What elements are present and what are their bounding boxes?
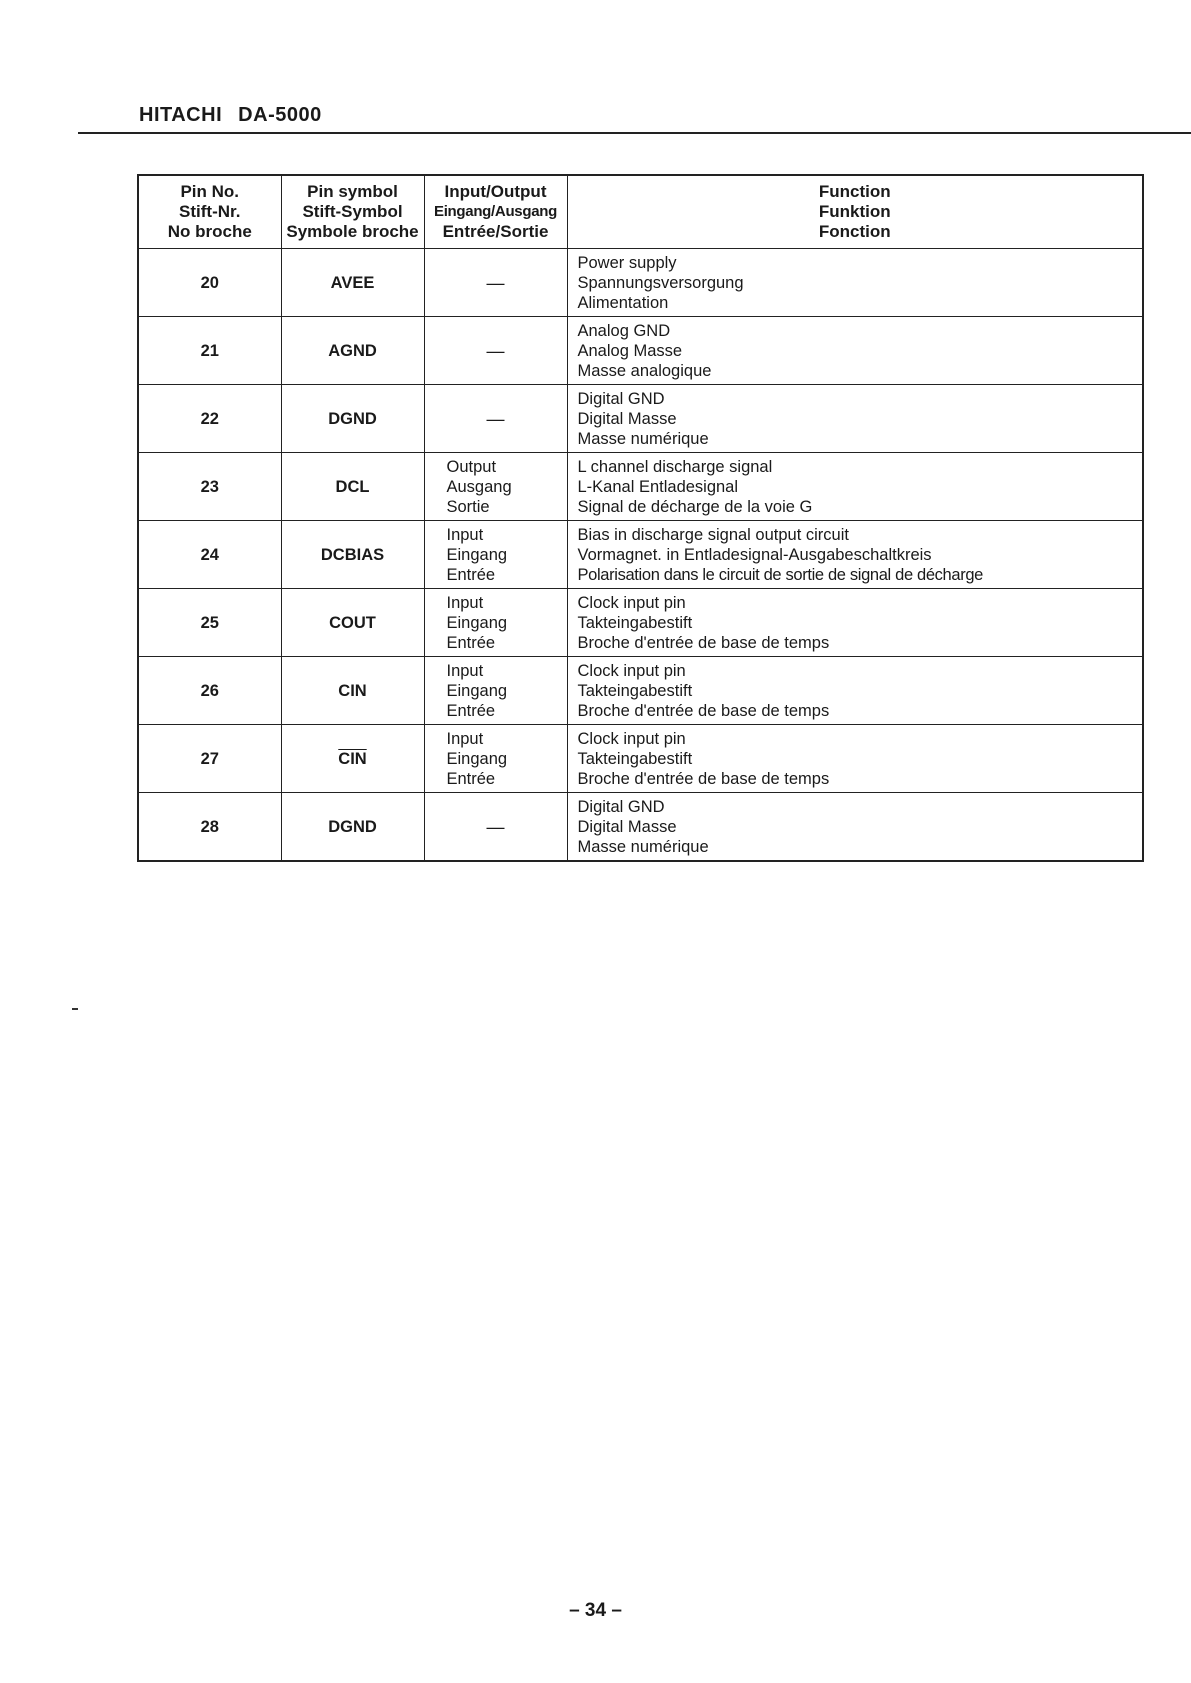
- margin-mark: [72, 1008, 78, 1010]
- table-row: [138, 317, 1143, 385]
- function-en: Clock input pin: [577, 661, 686, 680]
- function-fr: Polarisation dans le circuit de sortie de signal de décharge: [577, 565, 984, 584]
- function-de: Digital Masse: [577, 409, 677, 428]
- io-de: Ausgang: [446, 477, 512, 496]
- pin-number: 21: [138, 317, 281, 385]
- pin-function: [567, 249, 1143, 317]
- pin-function: [567, 385, 1143, 453]
- pin-io: —: [424, 249, 567, 317]
- function-en: Clock input pin: [577, 593, 686, 612]
- function-en: Digital GND: [577, 389, 665, 408]
- pin-io: [424, 589, 567, 657]
- header-pin-no: [138, 175, 281, 249]
- pin-number: 25: [138, 589, 281, 657]
- io-fr: Entrée: [446, 701, 496, 720]
- pin-number: 26: [138, 657, 281, 725]
- function-fr: Alimentation: [577, 293, 669, 312]
- pin-io: [424, 725, 567, 793]
- header-io: [424, 175, 567, 249]
- header-io-fr: Entrée/Sortie: [442, 222, 549, 241]
- function-fr: Masse analogique: [577, 361, 712, 380]
- pin-function: [567, 589, 1143, 657]
- pin-io: —: [424, 793, 567, 862]
- pin-io: [424, 657, 567, 725]
- function-de: Digital Masse: [577, 817, 677, 836]
- io-fr: Entrée: [446, 769, 496, 788]
- function-de: Spannungsversorgung: [577, 273, 744, 292]
- io-de: Eingang: [446, 613, 508, 632]
- table-row: [138, 453, 1143, 521]
- pin-symbol-cell: [281, 725, 424, 793]
- header-pin-symbol-fr: Symbole broche: [286, 222, 419, 241]
- header-function-de: Funktion: [818, 202, 891, 221]
- function-de: Analog Masse: [577, 341, 683, 360]
- pin-function: [567, 317, 1143, 385]
- header-pin-no-fr: No broche: [167, 222, 252, 241]
- function-de: Takteingabestift: [577, 681, 693, 700]
- function-en: Analog GND: [577, 321, 671, 340]
- table-row: [138, 793, 1143, 862]
- pin-function: [567, 725, 1143, 793]
- header-pin-symbol-de: Stift-Symbol: [302, 202, 403, 221]
- pin-function: [567, 793, 1143, 862]
- function-en: L channel discharge signal: [577, 457, 773, 476]
- header-function-en: Function: [818, 182, 891, 201]
- header-pin-symbol-en: Pin symbol: [307, 182, 398, 201]
- header-function-fr: Fonction: [818, 222, 891, 241]
- function-en: Bias in discharge signal output circuit: [577, 525, 849, 544]
- pin-io: [424, 453, 567, 521]
- pin-symbol: CIN: [281, 657, 424, 725]
- pin-symbol: COUT: [281, 589, 424, 657]
- header-pin-no-de: Stift-Nr.: [179, 202, 241, 221]
- function-fr: Signal de décharge de la voie G: [577, 497, 813, 516]
- table-row: [138, 589, 1143, 657]
- function-fr: Broche d'entrée de base de temps: [577, 769, 830, 788]
- pin-number: 28: [138, 793, 281, 862]
- io-de: Eingang: [446, 749, 508, 768]
- function-de: L-Kanal Entladesignal: [577, 477, 739, 496]
- function-fr: Broche d'entrée de base de temps: [577, 701, 830, 720]
- function-en: Digital GND: [577, 797, 665, 816]
- header-function: [567, 175, 1143, 249]
- table-row: [138, 521, 1143, 589]
- page-title: HITACHI DA-5000: [139, 104, 322, 126]
- pin-number: 20: [138, 249, 281, 317]
- function-fr: Masse numérique: [577, 429, 709, 448]
- pin-number: 22: [138, 385, 281, 453]
- pin-number: 24: [138, 521, 281, 589]
- io-de: Eingang: [446, 545, 508, 564]
- header-pin-symbol: [281, 175, 424, 249]
- pin-table: [137, 174, 1144, 862]
- pin-io: —: [424, 317, 567, 385]
- io-en: Input: [446, 525, 484, 544]
- pin-number: 23: [138, 453, 281, 521]
- page-number: – 34 –: [569, 1600, 622, 1621]
- pin-function: [567, 521, 1143, 589]
- function-de: Vormagnet. in Entladesignal-Ausgabeschaltkreis: [577, 545, 932, 564]
- pin-function: [567, 453, 1143, 521]
- table-row: [138, 249, 1143, 317]
- table-row: [138, 657, 1143, 725]
- pin-symbol: AGND: [281, 317, 424, 385]
- table-row: [138, 725, 1143, 793]
- header-divider: [78, 132, 1191, 134]
- pin-symbol: DGND: [281, 385, 424, 453]
- io-fr: Entrée: [446, 565, 496, 584]
- function-fr: Broche d'entrée de base de temps: [577, 633, 830, 652]
- pin-symbol: $\overline{CIN}$: [338, 749, 367, 768]
- pin-symbol: DGND: [281, 793, 424, 862]
- pin-number: 27: [138, 725, 281, 793]
- table-row: [138, 385, 1143, 453]
- io-fr: Sortie: [446, 497, 490, 516]
- io-en: Output: [446, 457, 497, 476]
- io-de: Eingang: [446, 681, 508, 700]
- pin-io: [424, 521, 567, 589]
- pin-function: [567, 657, 1143, 725]
- header-io-de: Eingang/Ausgang: [433, 203, 557, 220]
- header-pin-no-en: Pin No.: [180, 182, 240, 201]
- pin-symbol: DCL: [281, 453, 424, 521]
- io-en: Input: [446, 729, 484, 748]
- function-de: Takteingabestift: [577, 613, 693, 632]
- io-en: Input: [446, 661, 484, 680]
- table-header-row: [138, 175, 1143, 249]
- header-io-en: Input/Output: [444, 182, 547, 201]
- function-fr: Masse numérique: [577, 837, 709, 856]
- io-fr: Entrée: [446, 633, 496, 652]
- pin-io: —: [424, 385, 567, 453]
- function-de: Takteingabestift: [577, 749, 693, 768]
- function-en: Power supply: [577, 253, 677, 272]
- function-en: Clock input pin: [577, 729, 686, 748]
- pin-symbol: AVEE: [281, 249, 424, 317]
- pin-symbol: DCBIAS: [281, 521, 424, 589]
- io-en: Input: [446, 593, 484, 612]
